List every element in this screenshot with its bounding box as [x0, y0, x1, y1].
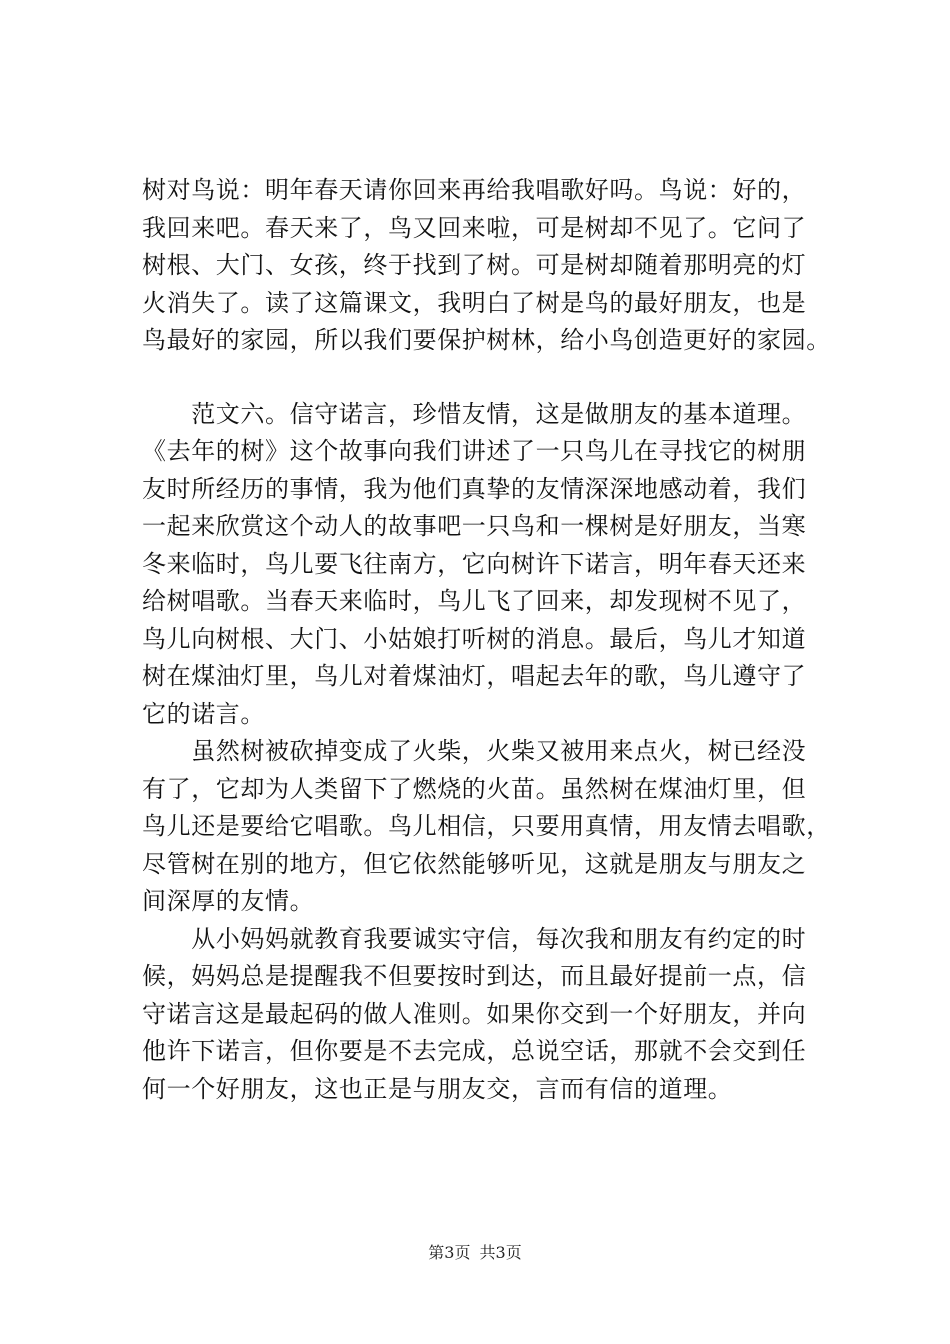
paragraph-spacer: [142, 360, 842, 396]
text-line: 《去年的树》这个故事向我们讲述了一只鸟儿在寻找它的树朋: [142, 437, 807, 465]
text-line: 一起来欣赏这个动人的故事吧一只鸟和一棵树是好朋友，当寒: [142, 512, 807, 540]
text-line: 给树唱歌。当春天来临时，鸟儿飞了回来，却发现树不见了，: [142, 587, 807, 615]
page-footer: [0, 1240, 950, 1263]
text-line: 何一个好朋友，这也正是与朋友交，言而有信的道理。: [142, 1074, 733, 1103]
text-line: 尽管树在别的地方，但它依然能够听见，这就是朋友与朋友之: [142, 849, 807, 878]
text-line: 树对鸟说：明年春天请你回来再给我唱歌好吗。鸟说：好的，: [142, 176, 807, 204]
text-line: 树在煤油灯里，鸟儿对着煤油灯，唱起去年的歌，鸟儿遵守了: [142, 662, 807, 690]
text-line: 候，妈妈总是提醒我不但要按时到达，而且最好提前一点，信: [142, 962, 807, 990]
paragraph-sample-six: [142, 396, 842, 734]
text-line: 鸟儿还是要给它唱歌。鸟儿相信，只要用真情，用友情去唱歌，: [142, 812, 831, 840]
text-line: 虽然树被砍掉变成了火柴，火柴又被用来点火，树已经没: [142, 737, 807, 765]
text-line: 它的诺言。: [142, 699, 265, 728]
paragraph-keeping-promises: [142, 921, 842, 1109]
text-line: 我回来吧。春天来了，鸟又回来啦，可是树却不见了。它问了: [142, 213, 807, 242]
text-line: 有了，它却为人类留下了燃烧的火苗。虽然树在煤油灯里，但: [142, 774, 807, 803]
text-line: 鸟儿向树根、大门、小姑娘打听树的消息。最后，鸟儿才知道: [142, 624, 807, 653]
text-line: 鸟最好的家园，所以我们要保护树林，给小鸟创造更好的家园。: [142, 326, 831, 354]
text-line: 守诺言这是最起码的做人准则。如果你交到一个好朋友，并向: [142, 999, 807, 1028]
text-line: 火消失了。读了这篇课文，我明白了树是鸟的最好朋友，也是: [142, 288, 807, 317]
text-line: 他许下诺言，但你要是不去完成，总说空话，那就不会交到任: [142, 1037, 807, 1065]
page-total: 共3页: [479, 1243, 522, 1262]
page-number: 第3页: [428, 1243, 471, 1262]
text-line: 范文六。信守诺言，珍惜友情，这是做朋友的基本道理。: [142, 399, 807, 428]
document-body: [142, 172, 842, 1108]
paragraph-tree-and-bird-ending: [142, 172, 842, 360]
text-line: 友时所经历的事情，我为他们真挚的友情深深地感动着，我们: [142, 474, 807, 503]
text-line: 树根、大门、女孩，终于找到了树。可是树却随着那明亮的灯: [142, 251, 807, 279]
paragraph-matches-and-flame: [142, 733, 842, 921]
text-line: 间深厚的友情。: [142, 887, 315, 915]
text-line: 从小妈妈就教育我要诚实守信，每次我和朋友有约定的时: [142, 924, 807, 953]
text-line: 冬来临时，鸟儿要飞往南方，它向树许下诺言，明年春天还来: [142, 549, 807, 578]
